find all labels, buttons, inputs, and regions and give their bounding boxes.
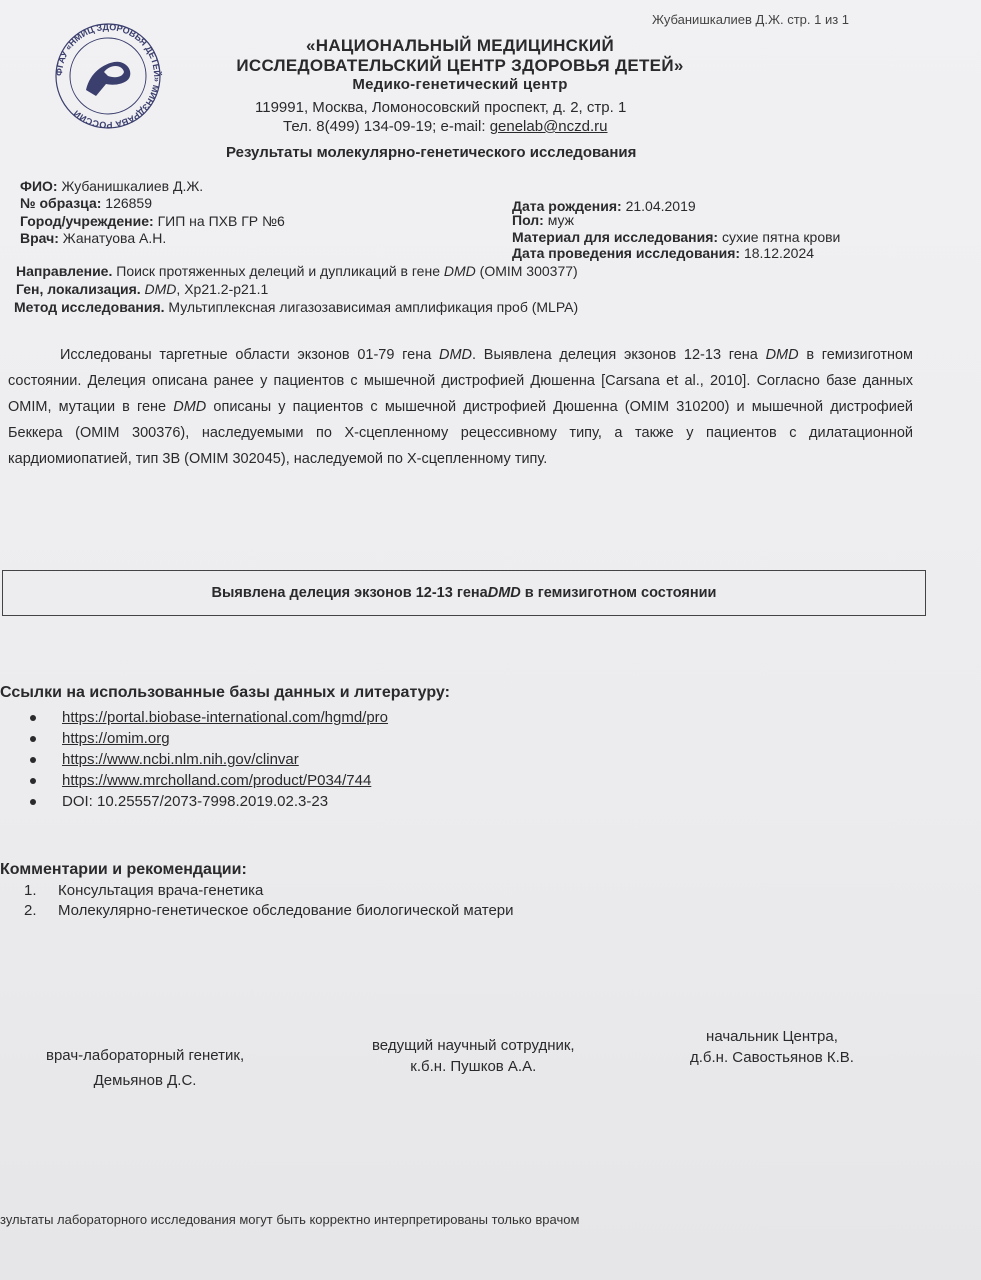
date-of-birth: Дата рождения: 21.04.2019 <box>512 198 696 214</box>
reference-link[interactable]: https://omim.org <box>62 730 170 747</box>
recommendations-list <box>24 881 514 921</box>
address: 119991, Москва, Ломоносовский проспект, д. 2, стр. 1 <box>255 99 627 116</box>
signature-head: начальник Центра, д.б.н. Савостьянов К.В. <box>690 1028 854 1066</box>
comments-title: Комментарии и рекомендации: <box>0 861 247 878</box>
reference-link[interactable]: https://portal.biobase-international.com/hgmd/pro <box>62 709 389 726</box>
sample-number: № образца: 126859 <box>20 195 152 211</box>
city-institution: Город/учреждение: ГИП на ПХВ ГР №6 <box>20 213 285 229</box>
reference-link[interactable]: https://www.mrcholland.com/product/P034/744 <box>62 772 372 789</box>
list-item: 2. Молекулярно-генетическое обследование биологической матери <box>24 902 514 919</box>
list-item <box>30 770 388 791</box>
department-name: Медико-генетический центр <box>352 76 568 93</box>
phone: Тел. 8(499) 134-09-19; e-mail: <box>283 118 486 135</box>
list-item: 1. Консультация врача-генетика <box>24 882 264 899</box>
bullet-icon <box>30 799 36 805</box>
page-number: Жубанишкалиев Д.Ж. стр. 1 из 1 <box>652 12 850 27</box>
list-item <box>30 749 388 770</box>
reference-link[interactable]: https://www.ncbi.nlm.nih.gov/clinvar <box>62 751 299 768</box>
referring-doctor: Врач: Жанатуова А.Н. <box>20 230 167 246</box>
method: Метод исследования. Мультиплексная лигазозависимая амплификация проб (MLPA) <box>14 299 579 315</box>
org-name-line2: ИССЛЕДОВАТЕЛЬСКИЙ ЦЕНТР ЗДОРОВЬЯ ДЕТЕЙ» <box>236 56 684 75</box>
list-item <box>30 707 388 728</box>
list-item <box>30 791 388 812</box>
document-title: Результаты молекулярно-генетического исследования <box>226 144 637 161</box>
list-item <box>30 728 388 749</box>
reference-doi: DOI: 10.25557/2073-7998.2019.02.3-23 <box>62 793 329 810</box>
bullet-icon <box>30 778 36 784</box>
study-date: Дата проведения исследования: 18.12.2024 <box>512 245 815 261</box>
email-link[interactable]: genelab@nczd.ru <box>489 118 608 135</box>
logo-ring-text: ФГАУ «НМИЦ ЗДОРОВЬЯ ДЕТЕЙ» МИНЗДРАВА РОССИИ <box>53 21 163 131</box>
footer-disclaimer: зультаты лабораторного исследования могут быть корректно интерпретированы только врачом <box>0 1212 580 1227</box>
org-name-line1: «НАЦИОНАЛЬНЫЙ МЕДИЦИНСКИЙ <box>306 36 614 55</box>
sex: Пол: муж <box>512 212 575 228</box>
signature-lab-geneticist: врач-лабораторный генетик, Демьянов Д.С. <box>46 1047 245 1089</box>
result-conclusion-box: Выявлена делеция экзонов 12-13 гена DMD в гемизиготном состоянии <box>2 570 926 616</box>
contacts <box>283 118 608 135</box>
bullet-icon <box>30 757 36 763</box>
gene-localization: Ген, локализация. DMD, Xp21.2-p21.1 <box>16 281 269 297</box>
references-list <box>30 707 388 812</box>
bullet-icon <box>30 736 36 742</box>
patient-fio: ФИО: Жубанишкалиев Д.Ж. <box>20 178 204 194</box>
signature-researcher: ведущий научный сотрудник, к.б.н. Пушков А.А. <box>372 1037 575 1075</box>
findings-text: Исследованы таргетные области экзонов 01-79 гена DMD. Выявлена делеция экзонов 12-13 гена DMD в гемизиготном состоянии. Делеция описана ранее у пациентов с мышечной дистрофией Дюшенна [Carsana et al., 2010]. Согласно базе данных OMIM, мутации в гене DMD описаны у пациентов с мышечной дистрофией Дюшенна (OMIM 310200) и мышечной дистрофией Беккера (OMIM 300376), наследуемыми по Х-сцепленному рецессивному типу, а также у пациентов с дилатационной кардиомиопатией, тип 3В (OMIM 302045), наследуемой по Х-сцепленному типу. <box>8 347 914 467</box>
direction: Направление. Поиск протяженных делеций и дупликаций в гене DMD (OMIM 300377) <box>16 263 578 279</box>
hands-heart-icon <box>44 12 172 132</box>
material: Материал для исследования: сухие пятна крови <box>512 229 841 245</box>
references-title: Ссылки на использованные базы данных и литературу: <box>0 684 450 701</box>
bullet-icon <box>30 715 36 721</box>
